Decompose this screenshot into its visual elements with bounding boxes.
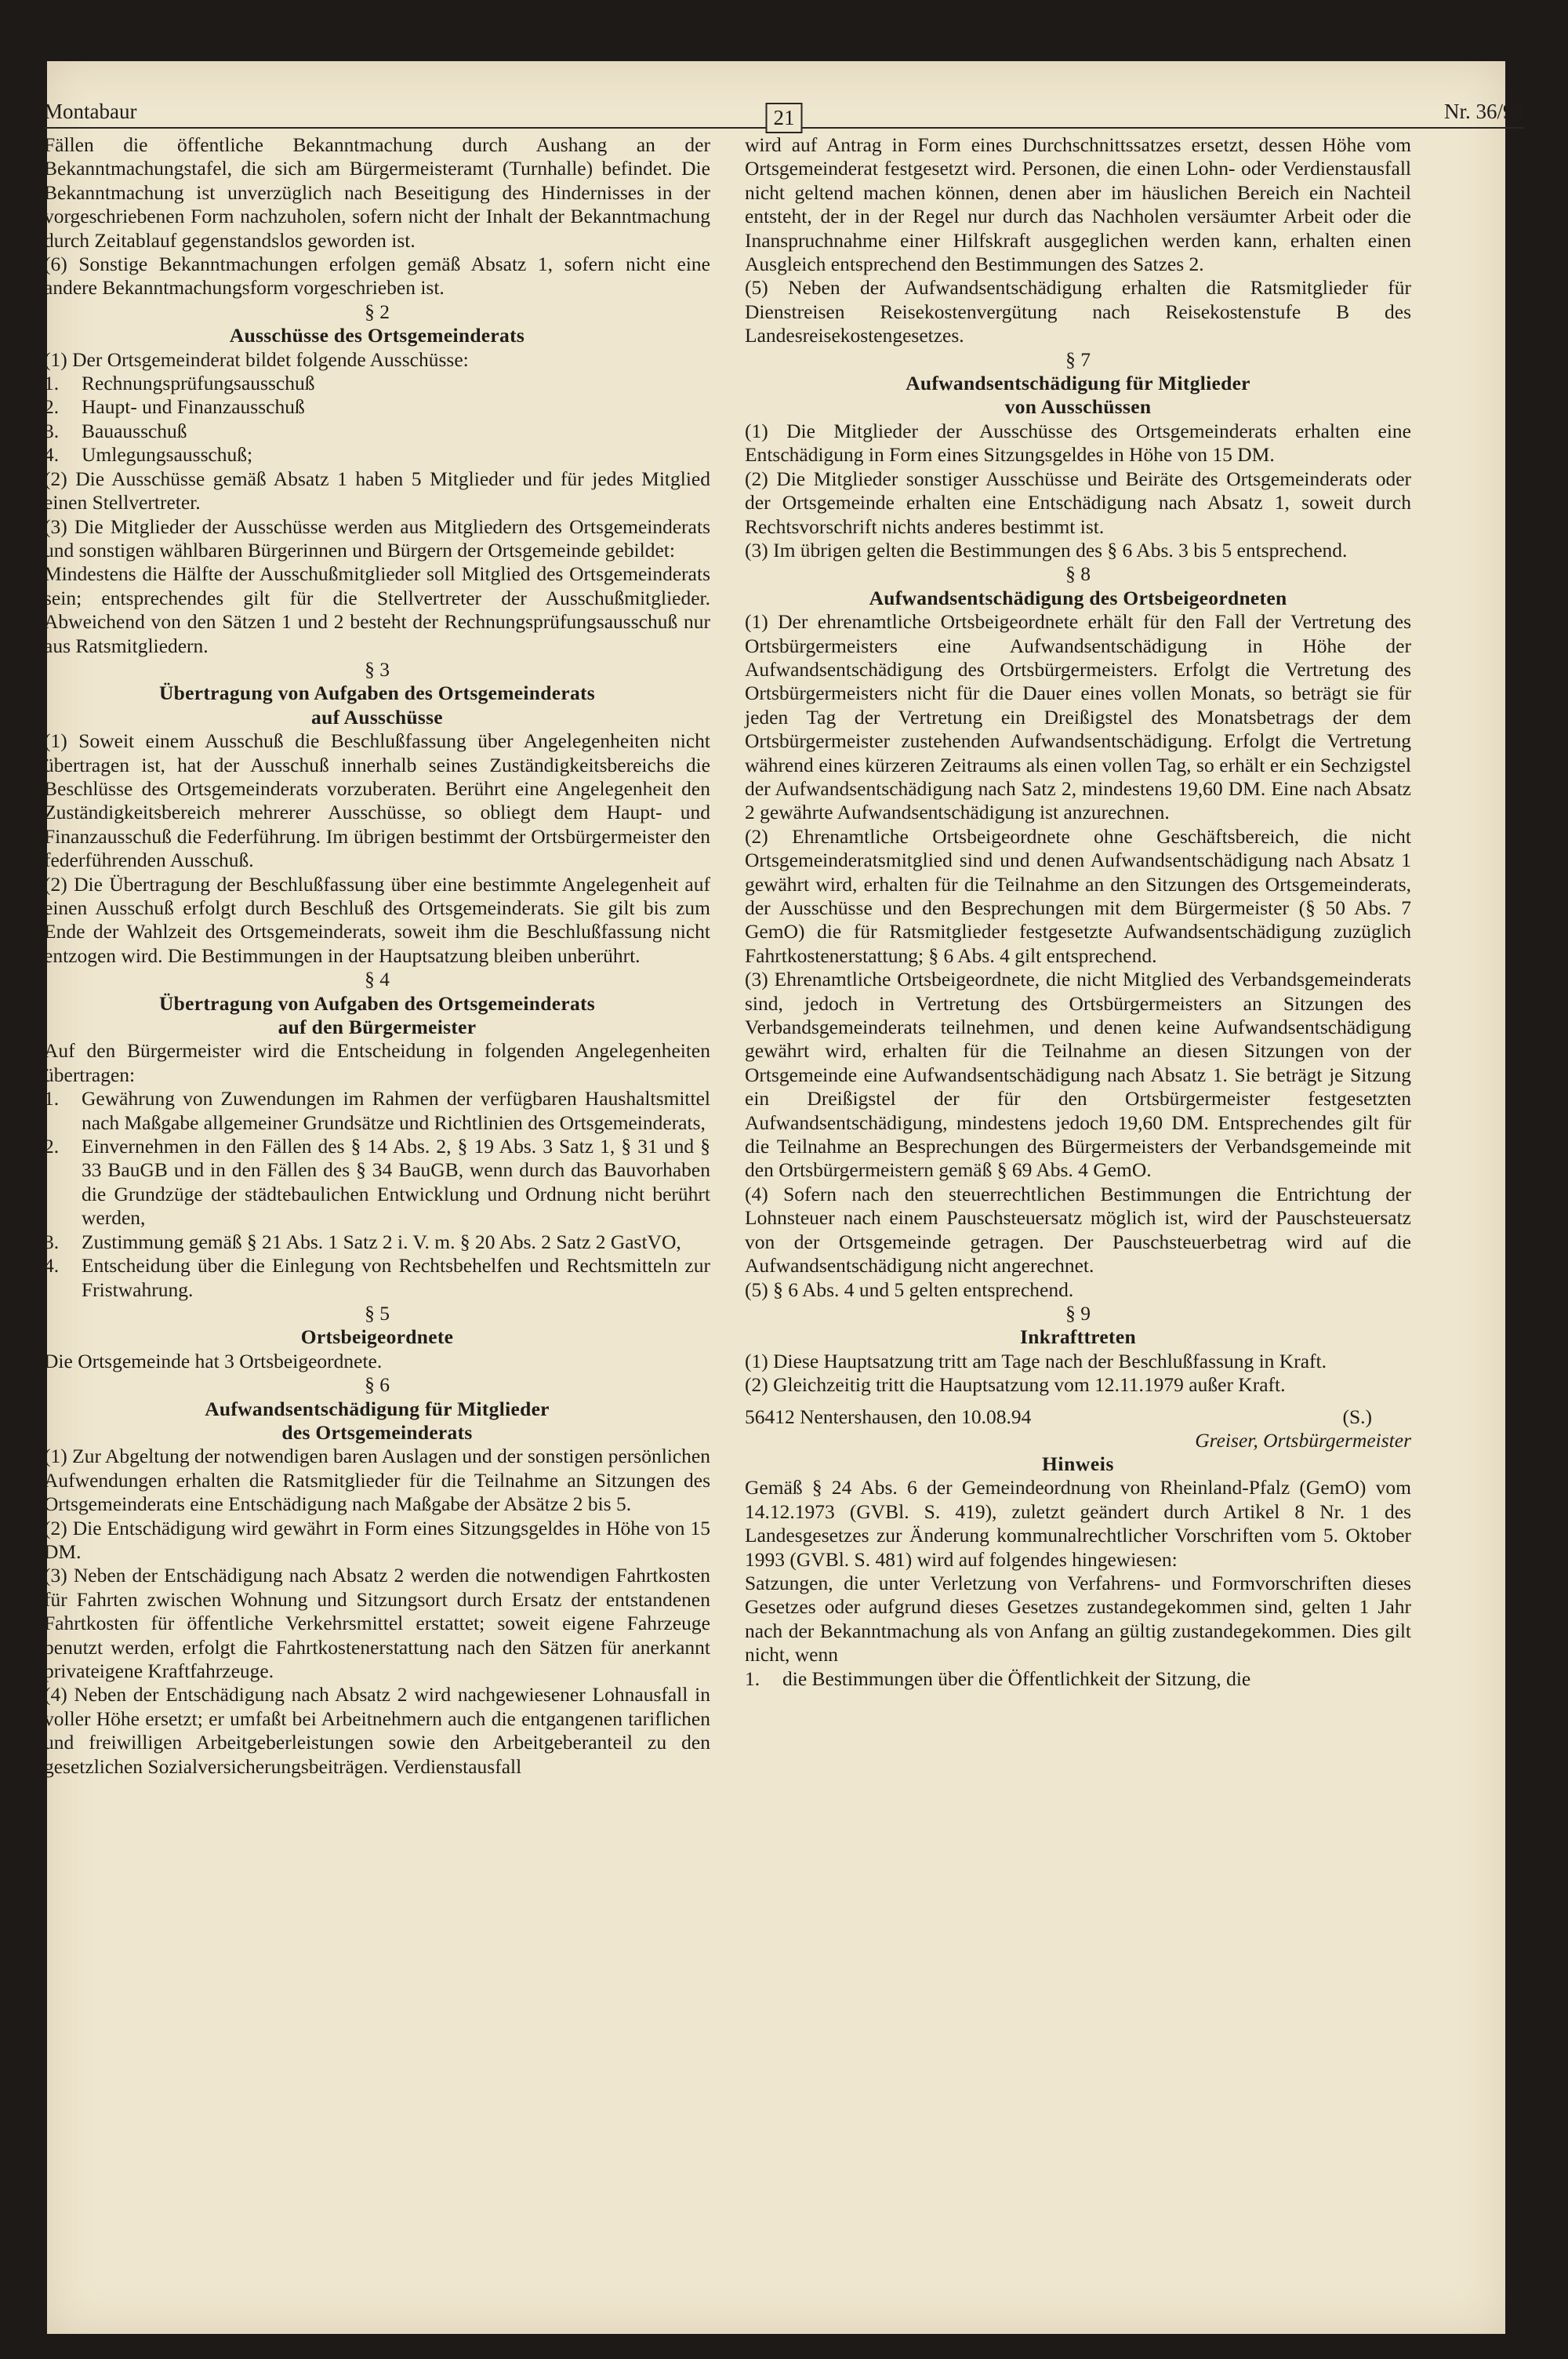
section-5-title: Ortsbeigeordnete bbox=[300, 1325, 454, 1349]
section-4-title-line2: auf den Bürgermeister bbox=[278, 1016, 477, 1039]
list-item: 1. Gewährung von Zuwendungen im Rahmen der verfügbaren Haushaltsmittel nach Maßgabe allgemeiner Grundsätze und Richtlinien des Ortsgemeinderats, bbox=[44, 1087, 710, 1134]
section-6-number: § 6 bbox=[365, 1373, 390, 1397]
section-9-title: Inkrafttreten bbox=[1020, 1325, 1136, 1349]
issue-number: Nr. 36/94 bbox=[1443, 100, 1524, 123]
list-item: 1. Rechnungsprüfungsausschuß bbox=[44, 372, 315, 395]
section-8-p1: (1) Der ehrenamtliche Ortsbeigeordnete erhält für den Fall der Vertretung des Ortsbürgermeisters eine Aufwandsentschädigung in Höhe der Aufwandsentschädigung des Ortsbürgermeisters. Erfolgt die Vertretung des Ortsbürgermeisters nicht für die Dauer eines vollen Monats, so beträgt sie für jeden Tag der Vertretung ein Dreißigstel des Monatsbetrags der dem Ortsbürgermeister zustehenden Aufwandsentschädigung. Erfolgt die Vertretung während eines kürzeren Zeitraums als einen vollen Tag, so erhält er ein Sechzigstel der Aufwandsentschädigung nach Satz 2, mindestens 19,60 DM. Eine nach Absatz 2 gewährte Aufwandsentschädigung ist anzurechnen. bbox=[745, 610, 1411, 824]
continued-paragraph-5: (5) Neben der Aufwandsentschädigung erhalten die Ratsmitglieder für Dienstreisen Reisekostenvergütung nach Reisekostenstufe B des Landesreisekostengesetzes. bbox=[745, 276, 1411, 347]
section-8-p3: (3) Ehrenamtliche Ortsbeigeordnete, die nicht Mitglied des Verbandsgemeinderats sind, jedoch in Vertretung des Ortsbürgermeisters an Sitzungen des Verbandsgemeinderats teilnehmen, und denen keine Aufwandsentschädigung gewährt wird, erhalten für die Teilnahme an diesen Sitzungen von der Ortsgemeinde eine Aufwandsentschädigung nach Absatz 1. Sie beträgt je Sitzung ein Dreißigstel der für den Ortsbürgermeister festgesetzten Aufwandsentschädigung, mindestens jedoch 19,60 DM. Entsprechendes gilt für die Teilnahme an Besprechungen des Bürgermeisters der Verbandsgemeinde mit den Ortsbürgermeistern gemäß § 69 Abs. 4 GemO. bbox=[745, 968, 1411, 1182]
section-7-p3: (3) Im übrigen gelten die Bestimmungen des § 6 Abs. 3 bis 5 entsprechend. bbox=[745, 538, 1348, 562]
signer-name: Greiser, Ortsbürgermeister bbox=[1195, 1428, 1411, 1452]
hinweis-title: Hinweis bbox=[1041, 1452, 1115, 1475]
section-2-number: § 2 bbox=[365, 300, 390, 323]
hinweis-p1: Gemäß § 24 Abs. 6 der Gemeindeordnung von Rheinland-Pfalz (GemO) vom 14.12.1973 (GVBl. S. 419), zuletzt geändert durch Artikel 8 Nr. 1 des Landesgesetzes zur Änderung kommunalrechtlicher Vorschriften vom 5. Oktober 1993 (GVBl. S. 481) wird auf folgendes hingewiesen: bbox=[745, 1476, 1411, 1571]
section-3-p1: (1) Soweit einem Ausschuß die Beschlußfassung über Angelegenheiten nicht übertragen ist, hat der Ausschuß innerhalb seines Zuständigkeitsbereichs die Beschlüsse des Ortsgemeinderats vorzuberaten. Berührt eine Angelegenheit den Zuständigkeitsbereich mehrerer Ausschüsse, so obliegt dem Haupt- und Finanzausschuß die Federführung. Im übrigen bestimmt der Ortsbürgermeister den federführenden Ausschuß. bbox=[44, 729, 710, 872]
section-8-number: § 8 bbox=[1065, 562, 1091, 586]
intro-text: Fällen die öffentliche Bekanntmachung durch Aushang an der Bekanntmachungstafel, die sich am Bürgermeisteramt (Turnhalle) befindet. Die Bekanntmachung ist unverzüglich nach Beseitigung des Hindernisses in der vorgeschriebenen Form nachzuholen, sofern nicht der Inhalt der Bekanntmachung durch Zeitablauf gegenstandslos geworden ist. bbox=[44, 133, 710, 252]
list-item: 1. die Bestimmungen über die Öffentlichkeit der Sitzung, die bbox=[745, 1667, 1251, 1690]
list-item: 4. Umlegungsausschuß; bbox=[44, 443, 253, 467]
section-7-p2: (2) Die Mitglieder sonstiger Ausschüsse und Beiräte des Ortsgemeinderats oder der Ortsgemeinde erhalten eine Entschädigung nach Absatz 1, soweit durch Rechtsvorschrift nichts anderes bestimmt ist. bbox=[745, 467, 1411, 538]
section-2-p3: (3) Die Mitglieder der Ausschüsse werden aus Mitgliedern des Ortsgemeinderats und sonstigen wählbaren Bürgerinnen und Bürgern der Ortsgemeinde gebildet: bbox=[44, 514, 710, 562]
section-9-p2: (2) Gleichzeitig tritt die Hauptsatzung vom 12.11.1979 außer Kraft. bbox=[745, 1373, 1286, 1397]
section-7-title: Aufwandsentschädigung für Mitglieder bbox=[906, 372, 1250, 395]
section-9-p1: (1) Diese Hauptsatzung tritt am Tage nach der Beschlußfassung in Kraft. bbox=[745, 1349, 1327, 1372]
section-8-p4: (4) Sofern nach den steuerrechtlichen Bestimmungen die Entrichtung der Lohnsteuer nach einem Pauschsteuersatz möglich ist, wird der Pauschsteuersatz von der Ortsgemeinde getragen. Der Pauschsteuerbetrag wird auf die Aufwandsentschädigung nicht angerechnet. bbox=[745, 1182, 1411, 1278]
list-item: 3. Zustimmung gemäß § 21 Abs. 1 Satz 2 i. V. m. § 20 Abs. 2 Satz 2 GastVO, bbox=[44, 1230, 681, 1253]
right-column bbox=[745, 133, 1411, 1691]
section-9-number: § 9 bbox=[1065, 1301, 1091, 1325]
section-2-title: Ausschüsse des Ortsgemeinderats bbox=[229, 324, 525, 347]
section-8-p5: (5) § 6 Abs. 4 und 5 gelten entsprechend. bbox=[745, 1278, 1074, 1301]
section-4-p1: Auf den Bürgermeister wird die Entscheidung in folgenden Angelegenheiten übertragen: bbox=[44, 1039, 710, 1086]
list-item: 4. Entscheidung über die Einlegung von Rechtsbehelfen und Rechtsmitteln zur Fristwahrung. bbox=[44, 1254, 710, 1301]
place-date: 56412 Nentershausen, den 10.08.94 bbox=[745, 1405, 1032, 1428]
section-5-p1: Die Ortsgemeinde hat 3 Ortsbeigeordnete. bbox=[44, 1349, 383, 1372]
section-5-number: § 5 bbox=[365, 1301, 390, 1325]
section-4-title: Übertragung von Aufgaben des Ortsgemeinderats bbox=[158, 991, 596, 1015]
section-7-number: § 7 bbox=[1065, 347, 1091, 371]
hinweis-p2: Satzungen, die unter Verletzung von Verfahrens- und Formvorschriften dieses Gesetzes oder aufgrund dieses Gesetzes zustandegekommen sind, gelten 1 Jahr nach der Bekanntmachung als von Anfang an gültig zustandegekommen. Dies gilt nicht, wenn bbox=[745, 1571, 1411, 1667]
list-item: 2. Haupt- und Finanzausschuß bbox=[44, 395, 305, 419]
section-6-p1: (1) Zur Abgeltung der notwendigen baren Auslagen und der sonstigen persönlichen Aufwendungen erhalten die Ratsmitglieder für die Teilnahme an Sitzungen des Ortsgemeinderats eine Entschädigung nach Maßgabe der Absätze 2 bis 5. bbox=[44, 1445, 710, 1516]
section-7-title-line2: von Ausschüssen bbox=[1004, 395, 1152, 419]
section-2-p1: (1) Der Ortsgemeinderat bildet folgende Ausschüsse: bbox=[44, 347, 469, 371]
section-6-p3: (3) Neben der Entschädigung nach Absatz 2 werden die notwendigen Fahrtkosten für Fahrten zwischen Wohnung und Sitzungsort durch Ersatz der entstandenen Fahrtkosten für öffentliche Verkehrsmittel erstattet; soweit eigene Fahrzeuge benutzt werden, erfolgt die Fahrtkostenerstattung nach den Sätzen für anerkannt privateigene Kraftfahrzeuge. bbox=[44, 1564, 710, 1682]
section-7-p1: (1) Die Mitglieder der Ausschüsse des Ortsgemeinderats erhalten eine Entschädigung in Form eines Sitzungsgeldes in Höhe von 15 DM. bbox=[745, 419, 1411, 467]
section-2-p2: (2) Die Ausschüsse gemäß Absatz 1 haben 5 Mitglieder und für jedes Mitglied einen Stellvertreter. bbox=[44, 467, 710, 514]
list-item: 2. Einvernehmen in den Fällen des § 14 Abs. 2, § 19 Abs. 3 Satz 1, § 31 und § 33 BauGB und in den Fällen des § 34 BauGB, wenn durch das Bauvorhaben die Grundzüge der städtebaulichen Entwicklung und Ordnung nicht berührt werden, bbox=[44, 1135, 710, 1230]
page-number: 21 bbox=[766, 103, 803, 133]
header-location: Montabaur bbox=[44, 100, 137, 123]
left-column bbox=[44, 133, 710, 1779]
section-3-number: § 3 bbox=[365, 657, 390, 681]
section-6-title-line2: des Ortsgemeinderats bbox=[281, 1420, 473, 1444]
section-6-p4: (4) Neben der Entschädigung nach Absatz 2 wird nachgewiesener Lohnausfall in voller Höhe ersetzt; er umfaßt bei Arbeitnehmern auch die entgangenen tariflichen und freiwilligen Arbeitgeberleistungen sowie den Arbeitgeberanteil zu den gesetzlichen Sozialversicherungsbeiträgen. Verdienstausfall bbox=[44, 1683, 710, 1778]
section-8-p2: (2) Ehrenamtliche Ortsbeigeordnete ohne Geschäftsbereich, die nicht Ortsgemeinderatsmitglied sind und denen Aufwandsentschädigung nach Absatz 1 gewährt wird, erhalten für die Teilnahme an den Sitzungen des Ortsgemeinderats, der Ausschüsse und den Besprechungen mit dem Bürgermeister (§ 50 Abs. 7 GemO) die für Ratsmitglieder festgesetzte Aufwandsentschädigung zuzüglich Fahrtkostenerstattung; § 6 Abs. 4 gilt entsprechend. bbox=[745, 824, 1411, 967]
page-header bbox=[44, 86, 1524, 129]
continued-text: wird auf Antrag in Form eines Durchschnittssatzes ersetzt, dessen Höhe vom Ortsgemeinderat festgesetzt wird. Personen, die einen Lohn- oder Verdienstausfall nicht geltend machen können, denen aber im häuslichen Bereich ein Nachteil entsteht, der in der Regel nur durch das Nachholen versäumter Arbeit oder die Inanspruchnahme einer Hilfskraft ausgeglichen werden kann, erhalten einen Ausgleich entsprechend den Bestimmungen des Satzes 2. bbox=[745, 133, 1411, 276]
section-3-p2: (2) Die Übertragung der Beschlußfassung über eine bestimmte Angelegenheit auf einen Ausschuß erfolgt durch Beschluß des Ortsgemeinderats. Sie gilt bis zum Ende der Wahlzeit des Ortsgemeinderats, soweit ihm die Beschlußfassung nicht entzogen wird. Die Bestimmungen in der Hauptsatzung bleiben unberührt. bbox=[44, 872, 710, 967]
section-6-title: Aufwandsentschädigung für Mitglieder bbox=[205, 1397, 550, 1420]
section-4-number: § 4 bbox=[365, 968, 390, 991]
section-8-title: Aufwandsentschädigung des Ortsbeigeordneten bbox=[869, 586, 1287, 609]
intro-paragraph-6: (6) Sonstige Bekanntmachungen erfolgen gemäß Absatz 1, sofern nicht eine andere Bekanntmachungsform vorgeschrieben ist. bbox=[44, 253, 710, 300]
section-3-title: Übertragung von Aufgaben des Ortsgemeinderats bbox=[158, 682, 596, 705]
section-2-p3b: Mindestens die Hälfte der Ausschußmitglieder soll Mitglied des Ortsgemeinderats sein; entsprechendes gilt für die Stellvertreter der Ausschußmitglieder. Abweichend von den Sätzen 1 und 2 besteht der Rechnungsprüfungsausschuß nur aus Ratsmitgliedern. bbox=[44, 562, 710, 657]
seal-mark: (S.) bbox=[1342, 1405, 1372, 1428]
signature-line bbox=[745, 1405, 1411, 1429]
section-3-title-line2: auf Ausschüsse bbox=[311, 705, 443, 729]
list-item: 3. Bauausschuß bbox=[44, 419, 187, 442]
section-6-p2: (2) Die Entschädigung wird gewährt in Form eines Sitzungsgeldes in Höhe von 15 DM. bbox=[44, 1516, 710, 1563]
